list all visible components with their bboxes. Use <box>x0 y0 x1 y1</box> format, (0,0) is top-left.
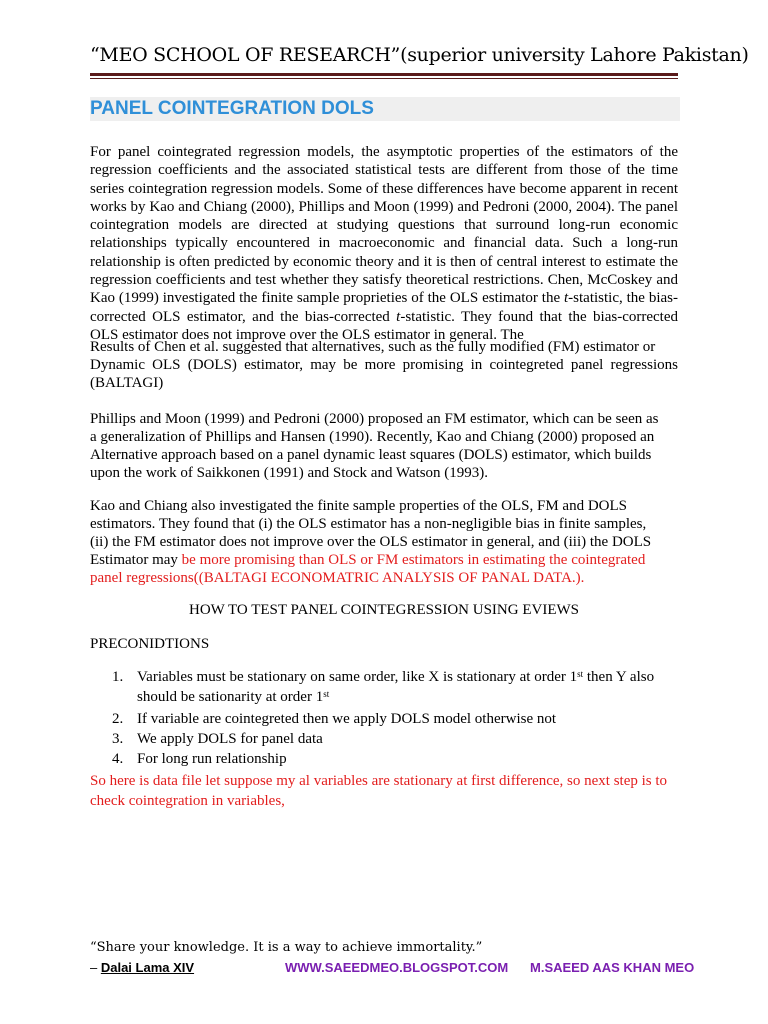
footer-author-name: M.SAEED AAS KHAN MEO <box>530 960 695 975</box>
para3-line-1: Kao and Chiang also investigated the finite sample properties of the OLS, FM and DOLS <box>90 498 627 514</box>
para3-line-4-black: Estimator may <box>90 552 182 568</box>
list-item-1-text-b: then Y also should be sationarity at order 1 <box>137 669 655 705</box>
list-item-4-number: 4. <box>112 751 124 767</box>
list-item-4 <box>112 749 678 769</box>
para2-line-4: upon the work of Saikkonen (1991) and Stock and Watson (1993). <box>90 465 489 481</box>
section-heading: PANEL COINTEGRATION DOLS <box>90 98 374 119</box>
para1-text-a: For panel cointegrated regression models, the asymptotic properties of the estimators of the regression coefficients and the associated statistical tests are different from those of the time series cointegration regression models. Some of these differences have become apparent in recent works by Kao and Chiang (2000), Phillips and Moon (1999) and Pedroni (2000, 2004). The panel cointegration models are directed at studying questions that surround long-run economic relationships typically encountered in macroeconomic and financial data. Such a long-run relationship is often predicted by economic theory and it is then of central interest to estimate the regression coefficients and test whether they satisfy theoretical restrictions. Chen, McCoskey and Kao (1999) investigated the finite sample proprieties of the OLS estimator the <box>90 144 678 307</box>
footer-author-line <box>90 960 194 975</box>
para3-line-3: (ii) the FM estimator does not improve over the OLS estimator in general, and (iii) the DOLS <box>90 534 652 550</box>
section-heading-bar <box>90 97 680 121</box>
header-rule-thick <box>90 73 678 76</box>
list-item-3-text: We apply DOLS for panel data <box>137 731 323 747</box>
para1-text-b: -statistic, the bias-corrected OLS estimator, and the bias-corrected <box>90 290 678 325</box>
page-header-title: “MEO SCHOOL OF RESEARCH”(superior university Lahore Pakistan) <box>90 44 749 66</box>
list-item-3-number: 3. <box>112 731 124 747</box>
paragraph-intro-line-dols: Dynamic OLS (DOLS) estimator, may be more promising in cointegreted panel regressions (BALTAGI) <box>90 357 678 392</box>
list-item-1-number: 1. <box>112 669 124 685</box>
footer-website-link[interactable]: WWW.SAEEDMEO.BLOGSPOT.COM <box>285 960 509 975</box>
howto-heading: HOW TO TEST PANEL COINTEGRESSION USING EVIEWS <box>188 602 579 618</box>
list-item-1-sup-1: st <box>577 669 584 679</box>
para2-line-3: Alternative approach based on a panel dynamic least squares (DOLS) estimator, which builds <box>90 447 652 463</box>
list-item-1-text-a: Variables must be stationary on same order, like X is stationary at order 1 <box>137 669 578 685</box>
footer-quote: “Share your knowledge. It is a way to achieve immortality.” <box>90 940 483 955</box>
list-item-2-text: If variable are cointegreted then we apply DOLS model otherwise not <box>137 711 557 727</box>
para2-line-2: a generalization of Phillips and Hansen (1990). Recently, Kao and Chiang (2000) proposed an <box>90 429 655 445</box>
red-note: So here is data file let suppose my al variables are stationary at first difference, so next step is to check cointegration in variables, <box>90 773 668 809</box>
para1-text-c: -statistic. They found that the bias-corrected OLS estimator does not improve over the OLS estimator in general. The <box>90 308 678 343</box>
list-item-2 <box>112 709 678 729</box>
list-item-1 <box>112 667 678 707</box>
para1-t-italic-1: t <box>563 290 569 307</box>
list-item-4-text: For long run relationship <box>137 751 287 767</box>
para3-line-5-red: panel regressions((BALTAGI ECONOMATRIC ANALYSIS OF PANAL DATA.). <box>90 570 585 586</box>
header-rule-thin <box>90 78 678 79</box>
para3-line-2: estimators. They found that (i) the OLS estimator has a non-negligible bias in finite samples, <box>90 516 647 532</box>
footer-author-dash: – <box>90 960 101 975</box>
list-item-2-number: 2. <box>112 711 124 727</box>
para2-line-1: Phillips and Moon (1999) and Pedroni (2000) proposed an FM estimator, which can be seen as <box>90 411 659 427</box>
preconditions-label: PRECONIDTIONS <box>90 636 210 652</box>
paragraph-intro <box>90 143 678 344</box>
list-item-3 <box>112 729 678 749</box>
para3-line-4 <box>90 551 678 569</box>
para3-line-4-red: be more promising than OLS or FM estimators in estimating the cointegrated <box>181 552 646 568</box>
list-item-1-sup-2: st <box>323 689 330 699</box>
para1-t-italic-2: t <box>396 308 401 325</box>
paragraph-intro-line-results: Results of Chen et al. suggested that alternatives, such as the fully modified (FM) estimator or <box>90 339 656 355</box>
footer-author: Dalai Lama XIV <box>100 960 195 975</box>
